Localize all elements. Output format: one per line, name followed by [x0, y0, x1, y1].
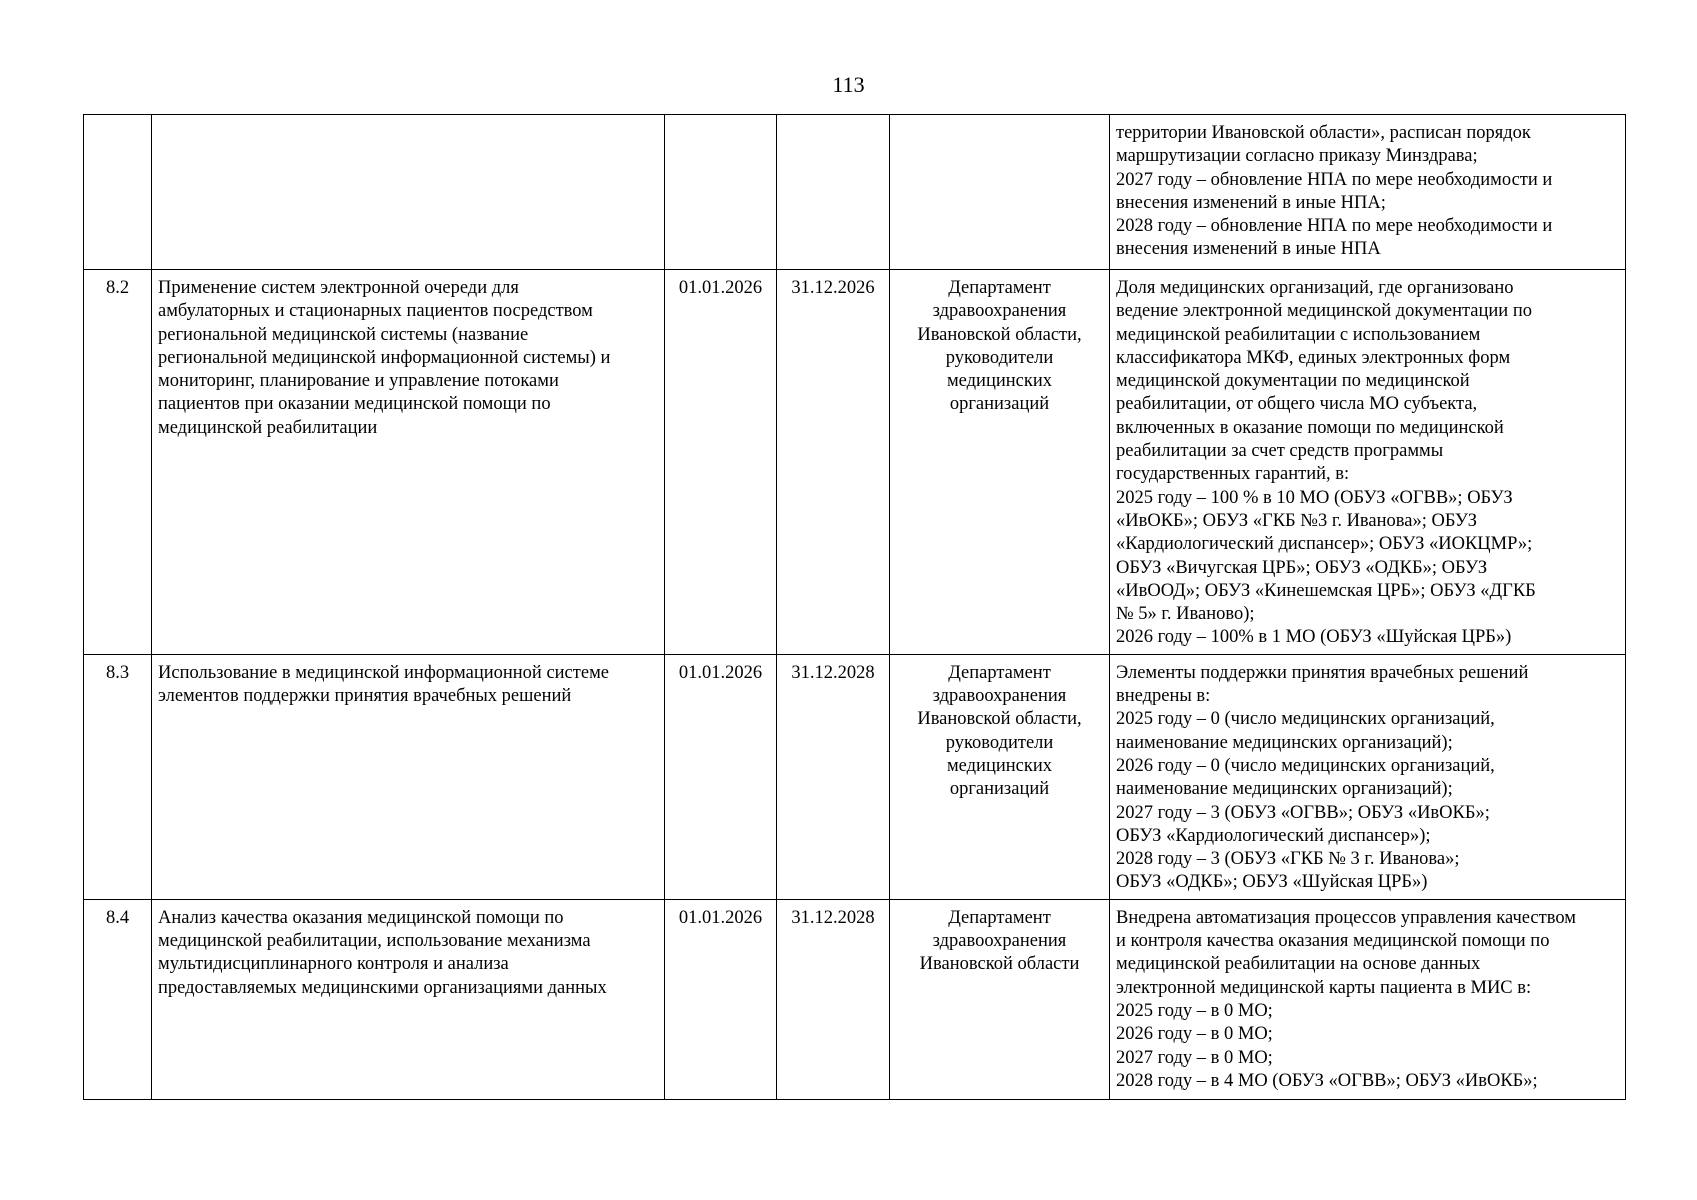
result-cell-line: ОБУЗ «ОДКБ»; ОБУЗ «Шуйская ЦРБ»)	[1116, 872, 1428, 893]
result-cell-line: 2027 году – обновление НПА по мере необходимости и	[1116, 169, 1553, 190]
responsible-cell	[890, 270, 1110, 655]
start-date: 01.01.2026	[665, 899, 777, 1099]
result-cell-line: «ИвООД»; ОБУЗ «Кинешемская ЦРБ»; ОБУЗ «ДГКБ	[1116, 580, 1536, 601]
result-cell-line: маршрутизации согласно приказу Минздрава;	[1116, 146, 1478, 167]
result-cell-line: внедрены в:	[1116, 686, 1211, 707]
start-date: 01.01.2026	[665, 654, 777, 899]
end-date	[777, 115, 890, 270]
plan-table	[83, 114, 1626, 1100]
end-date: 31.12.2028	[777, 654, 890, 899]
result-cell-line: наименование медицинских организаций);	[1116, 779, 1453, 800]
responsible-cell-line: руководители	[945, 347, 1054, 368]
result-cell-line: 2026 году – в 0 МО;	[1116, 1024, 1273, 1045]
result-cell-line: государственных гарантий, в:	[1116, 464, 1350, 485]
result-cell-line: «Кардиологический диспансер»; ОБУЗ «ИОКЦМР»;	[1116, 534, 1533, 555]
activity-cell-line: амбулаторных и стационарных пациентов посредством	[158, 301, 593, 322]
row-number: 8.2	[84, 270, 152, 655]
responsible-cell-line: медицинских	[946, 755, 1053, 776]
activity-cell	[152, 270, 665, 655]
result-cell-line: 2026 году – 0 (число медицинских организаций,	[1116, 755, 1495, 776]
activity-cell-line: Применение систем электронной очереди для	[158, 278, 519, 298]
responsible-cell-line: Департамент	[948, 662, 1051, 683]
activity-cell-line: медицинской реабилитации, использование механизма	[158, 931, 591, 952]
activity-cell-line: Анализ качества оказания медицинской помощи по	[158, 907, 564, 928]
result-cell-line: Доля медицинских организаций, где организовано	[1116, 278, 1514, 298]
responsible-cell-line: Ивановской области	[919, 954, 1080, 975]
result-cell-line: Элементы поддержки принятия врачебных решений	[1116, 662, 1529, 683]
responsible-cell-line: здравоохранения	[932, 931, 1067, 952]
result-cell-line: медицинской документации по медицинской	[1116, 371, 1470, 392]
result-cell-line: внесения изменений в иные НПА	[1116, 239, 1381, 260]
activity-cell-line: медицинской реабилитации	[158, 417, 378, 438]
result-cell-line: 2028 году – 3 (ОБУЗ «ГКБ № 3 г. Иванова»;	[1116, 849, 1460, 870]
table-row	[84, 899, 1626, 1099]
result-cell-line: и контроля качества оказания медицинской помощи по	[1116, 931, 1550, 952]
result-cell-line: 2025 году – в 0 МО;	[1116, 1000, 1273, 1021]
start-date: 01.01.2026	[665, 270, 777, 655]
activity-cell-line: мониторинг, планирование и управление потоками	[158, 371, 559, 392]
result-cell-line: включенных в оказание помощи по медицинской	[1116, 417, 1504, 438]
result-cell-line: наименование медицинских организаций);	[1116, 732, 1453, 753]
table-row	[84, 115, 1626, 270]
result-cell-line: 2025 году – 100 % в 10 МО (ОБУЗ «ОГВВ»; ОБУЗ	[1116, 487, 1513, 508]
responsible-cell	[890, 654, 1110, 899]
result-cell-line: классификатора МКФ, единых электронных форм	[1116, 347, 1511, 368]
responsible-cell-line: Ивановской области,	[917, 709, 1082, 730]
responsible-cell-line: организаций	[949, 394, 1050, 415]
responsible-cell-line: организаций	[949, 779, 1050, 800]
row-number	[84, 115, 152, 270]
end-date: 31.12.2028	[777, 899, 890, 1099]
responsible-cell-line: здравоохранения	[932, 686, 1067, 707]
activity-cell-line: региональной медицинской системы (название	[158, 324, 529, 345]
activity-cell	[152, 654, 665, 899]
result-cell-line: ОБУЗ «Кардиологический диспансер»);	[1116, 825, 1431, 846]
result-cell-line: Внедрена автоматизация процессов управления качеством	[1116, 907, 1576, 928]
result-cell	[1110, 654, 1626, 899]
result-cell-line: медицинской реабилитации на основе данных	[1116, 954, 1481, 975]
page-number: 113	[832, 72, 865, 97]
result-cell-line: 2028 году – в 4 МО (ОБУЗ «ОГВВ»; ОБУЗ «ИвОКБ»;	[1116, 1070, 1538, 1091]
activity-cell-line: элементов поддержки принятия врачебных решений	[158, 686, 572, 707]
result-cell-line: электронной медицинской карты пациента в МИС в:	[1116, 977, 1532, 998]
result-cell	[1110, 270, 1626, 655]
activity-cell-line: Использование в медицинской информационной системе	[158, 662, 609, 683]
start-date	[665, 115, 777, 270]
responsible-cell-line: медицинских	[946, 371, 1053, 392]
activity-cell-line: региональной медицинской информационной системы) и	[158, 347, 611, 368]
result-cell-line: ОБУЗ «Вичугская ЦРБ»; ОБУЗ «ОДКБ»; ОБУЗ	[1116, 557, 1488, 578]
result-cell	[1110, 115, 1626, 270]
end-date: 31.12.2026	[777, 270, 890, 655]
responsible-cell-line: Ивановской области,	[917, 324, 1082, 345]
result-cell-line: «ИвОКБ»; ОБУЗ «ГКБ №3 г. Иванова»; ОБУЗ	[1116, 510, 1477, 531]
responsible-cell	[890, 899, 1110, 1099]
responsible-cell-line: руководители	[945, 732, 1054, 753]
result-cell-line: 2028 году – обновление НПА по мере необходимости и	[1116, 216, 1553, 237]
result-cell-line: реабилитации за счет средств программы	[1116, 441, 1444, 462]
activity-cell-line: предоставляемых медицинскими организациями данных	[158, 977, 607, 998]
result-cell-line: 2027 году – 3 (ОБУЗ «ОГВВ»; ОБУЗ «ИвОКБ»;	[1116, 802, 1490, 823]
result-cell-line: ведение электронной медицинской документации по	[1116, 301, 1532, 322]
result-cell-line: территории Ивановской области», расписан порядок	[1116, 123, 1531, 143]
table-row	[84, 654, 1626, 899]
row-number: 8.4	[84, 899, 152, 1099]
responsible-cell-line: Департамент	[948, 278, 1051, 298]
result-cell-line: 2025 году – 0 (число медицинских организаций,	[1116, 709, 1495, 730]
result-cell-line: реабилитации, от общего числа МО субъекта,	[1116, 394, 1478, 415]
activity-cell-line: пациентов при оказании медицинской помощи по	[158, 394, 551, 415]
activity-cell	[152, 899, 665, 1099]
result-cell	[1110, 899, 1626, 1099]
responsible-cell-line: Департамент	[948, 907, 1051, 928]
result-cell-line: 2026 году – 100% в 1 МО (ОБУЗ «Шуйская ЦРБ»)	[1116, 627, 1512, 648]
result-cell-line: 2027 году – в 0 МО;	[1116, 1047, 1273, 1068]
plan-table-body	[84, 115, 1626, 1100]
result-cell-line: медицинской реабилитации с использованием	[1116, 324, 1481, 345]
responsible-cell-line: здравоохранения	[932, 301, 1067, 322]
table-row	[84, 270, 1626, 655]
result-cell-line: № 5» г. Иваново);	[1116, 604, 1255, 625]
result-cell-line: внесения изменений в иные НПА;	[1116, 192, 1386, 213]
activity-cell-line: мультидисциплинарного контроля и анализа	[158, 954, 509, 975]
activity-cell	[152, 115, 665, 270]
row-number: 8.3	[84, 654, 152, 899]
responsible-cell	[890, 115, 1110, 270]
